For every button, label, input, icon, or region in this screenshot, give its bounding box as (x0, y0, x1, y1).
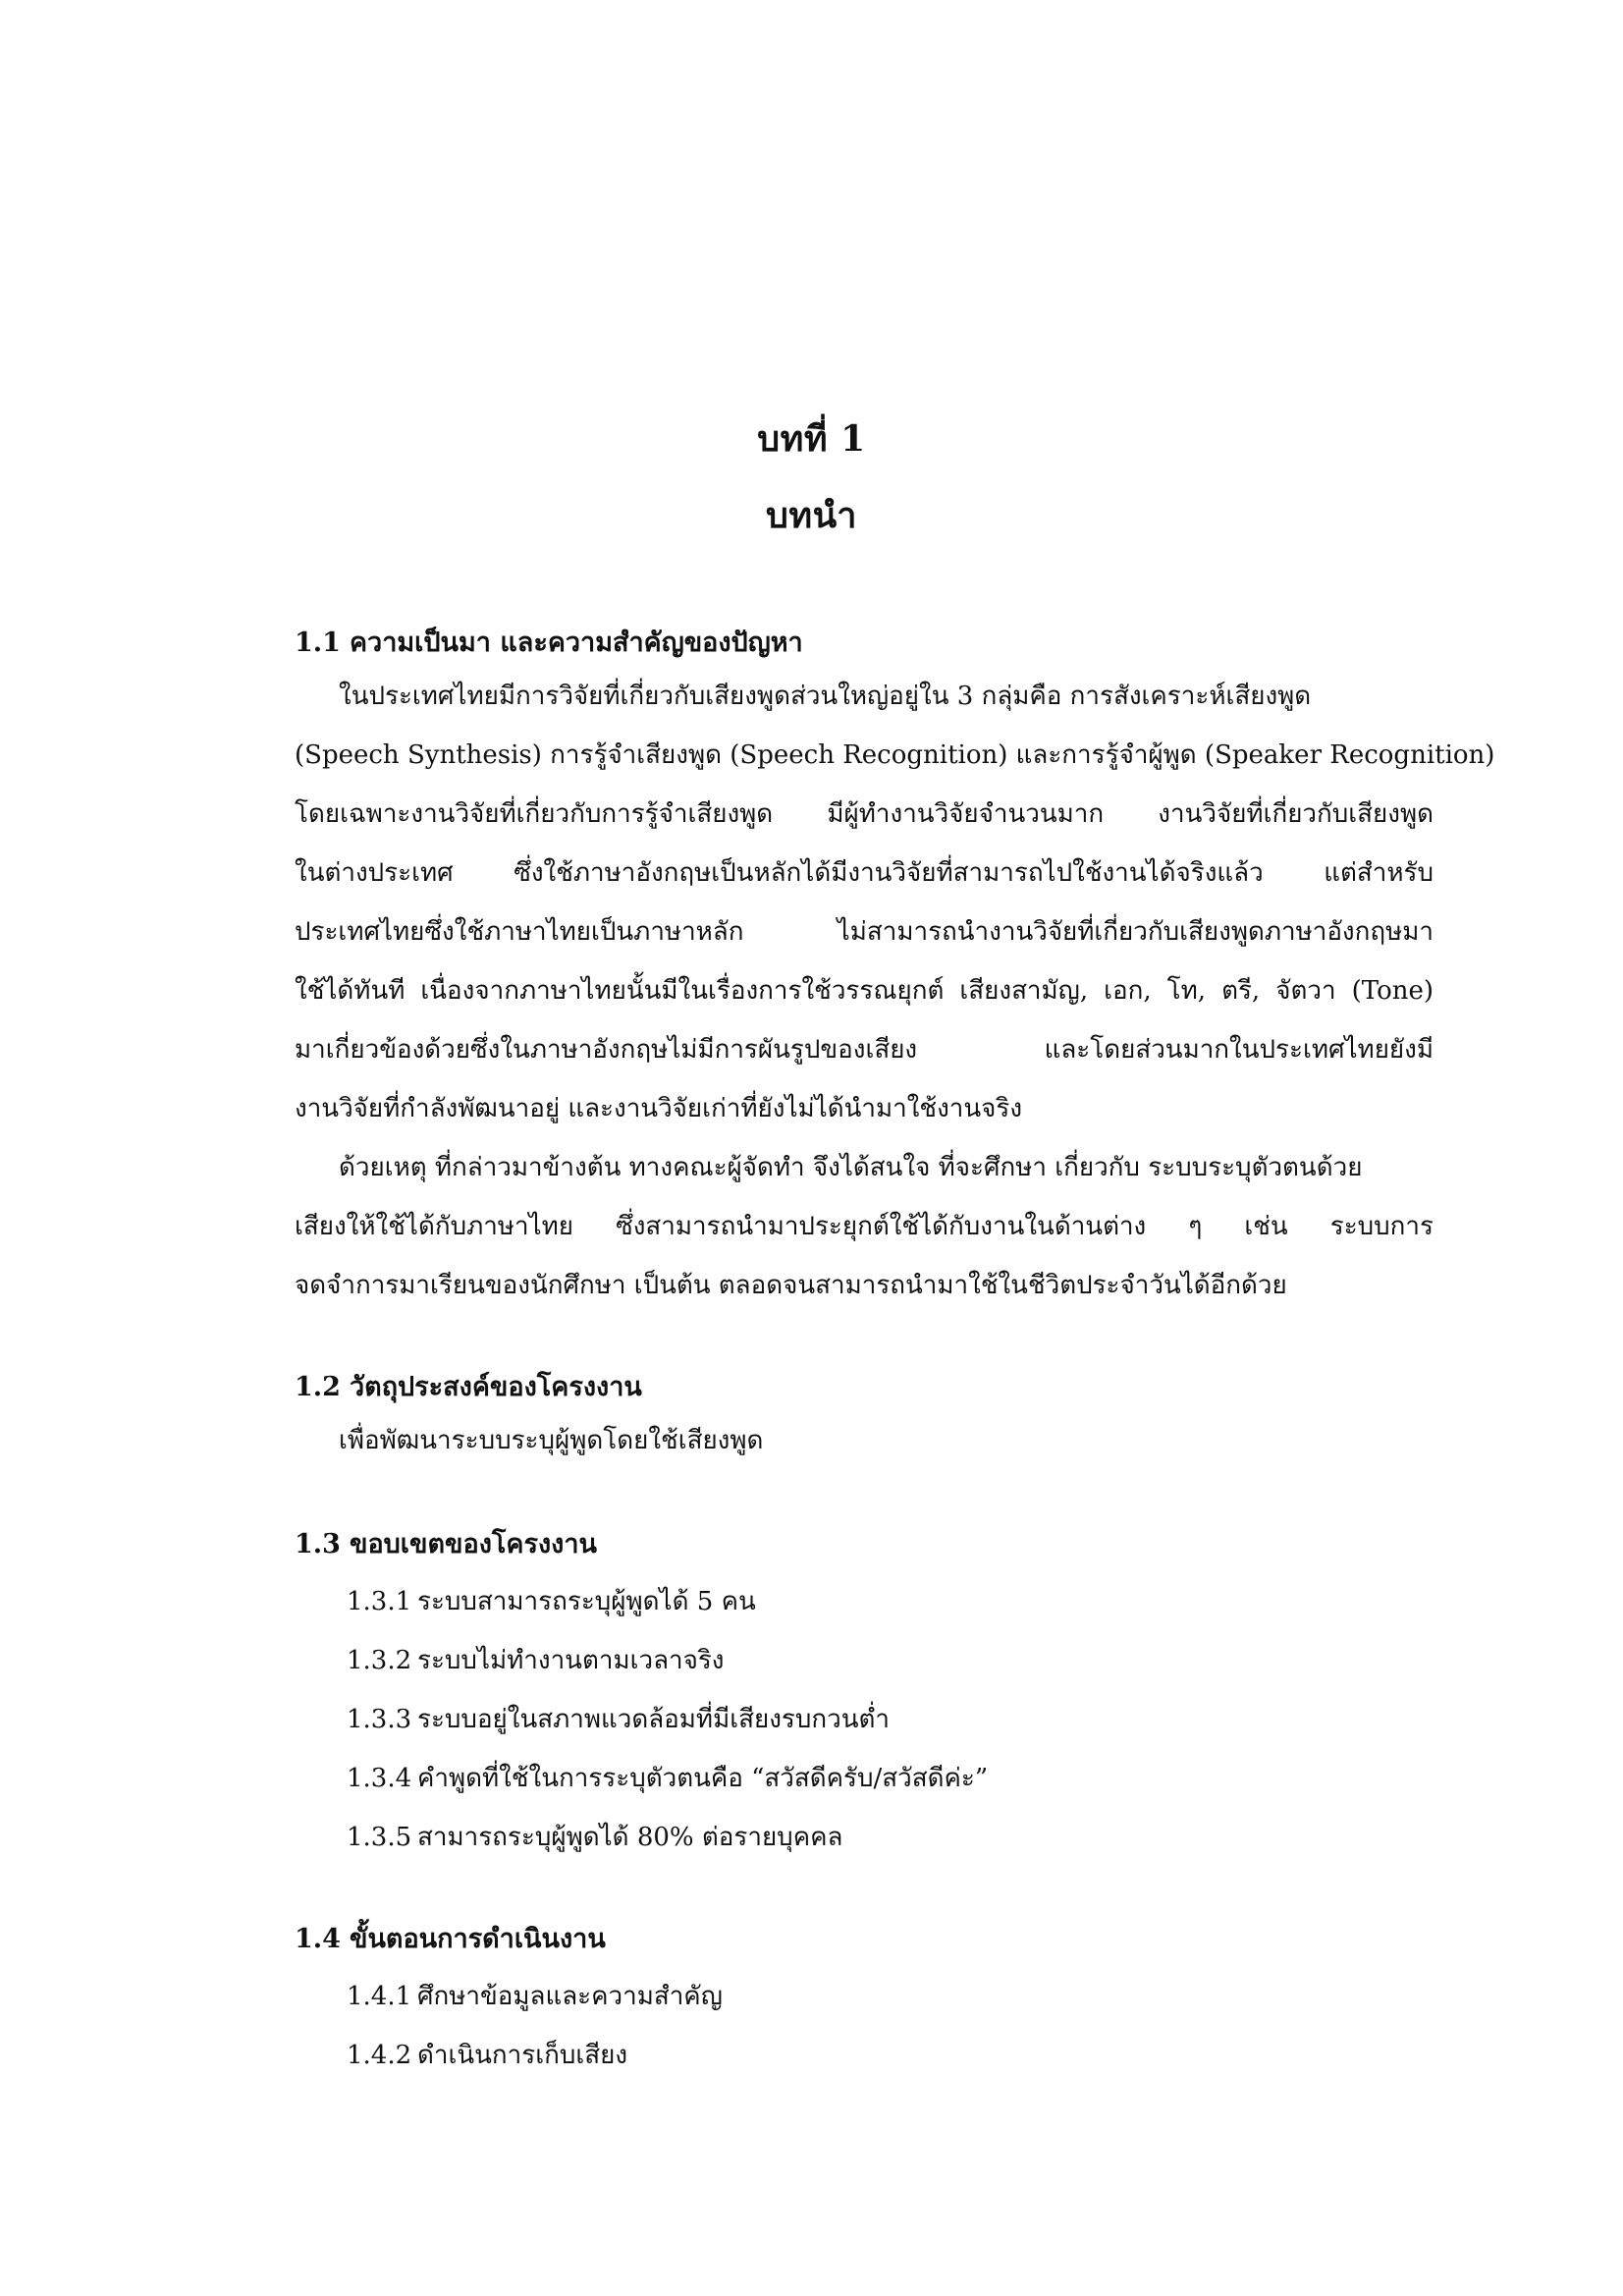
list-item-text: ระบบอยู่ในสภาพแวดล้อมที่มีเสียงรบกวนต่ำ (417, 1705, 890, 1734)
list-item-text: ศึกษาข้อมูลและความสำคัญ (417, 1982, 723, 2011)
paragraph-line: จดจำการมาเรียนของนักศึกษา เป็นต้น ตลอดจนสามารถนำมาใช้ในชีวิตประจำวันได้อีกด้วย (295, 1271, 1287, 1300)
paragraph-line: ประเทศไทยซึ่งใช้ภาษาไทยเป็นภาษาหลัก ไม่สามารถนำงานวิจัยที่เกี่ยวกับเสียงพูดภาษาอังกฤษมา (295, 917, 1434, 947)
list-item (347, 2035, 627, 2075)
list-item-number: 1.4.1 (347, 1982, 412, 2011)
paragraph-line: โดยเฉพาะงานวิจัยที่เกี่ยวกับการรู้จำเสียงพูด มีผู้ทำงานวิจัยจำนวนมาก งานวิจัยที่เกี่ยวกับเสียงพูด (295, 799, 1434, 829)
list-item-number: 1.4.2 (347, 2041, 412, 2070)
section-heading-1-1 (295, 621, 803, 663)
section-heading-1-2 (295, 1365, 642, 1407)
list-item-number: 1.3.5 (347, 1823, 412, 1852)
list-item (347, 1699, 890, 1739)
list-item-text: สามารถระบุผู้พูดได้ 80% ต่อรายบุคคล (417, 1823, 843, 1852)
list-item-text: ระบบสามารถระบุผู้พูดได้ 5 คน (417, 1587, 756, 1616)
list-item-text: ดำเนินการเก็บเสียง (417, 2041, 628, 2070)
paragraph-line: เพื่อพัฒนาระบบระบุผู้พูดโดยใช้เสียงพูด (339, 1426, 764, 1455)
section-heading-1-3 (295, 1522, 597, 1564)
section-title: ความเป็นมา และความสำคัญของปัญหา (350, 628, 803, 658)
section-title: ขอบเขตของโครงงาน (350, 1529, 597, 1559)
paragraph-line: งานวิจัยที่กำลังพัฒนาอยู่ และงานวิจัยเก่าที่ยังไม่ได้นำมาใช้งานจริง (295, 1094, 1023, 1123)
paragraph-line: ในต่างประเทศ ซึ่งใช้ภาษาอังกฤษเป็นหลักได้มีงานวิจัยที่สามารถไปใช้งานได้จริงแล้ว แต่สำหรับ (295, 858, 1434, 888)
list-item-number: 1.3.1 (347, 1587, 412, 1616)
list-item (347, 1640, 725, 1680)
chapter-number: บทที่ 1 (757, 418, 866, 460)
paragraph-line: ในประเทศไทยมีการวิจัยที่เกี่ยวกับเสียงพูดส่วนใหญ่อยู่ใน 3 กลุ่มคือ การสังเคราะห์เสียงพูด (339, 682, 1312, 711)
list-item-text: คำพูดที่ใช้ในการระบุตัวตนคือ “สวัสดีครับ/สวัสดีค่ะ” (417, 1764, 989, 1793)
section-number: 1.2 (295, 1372, 341, 1402)
section-number: 1.3 (295, 1529, 341, 1559)
section-number: 1.4 (295, 1924, 341, 1954)
paragraph-line: ใช้ได้ทันที เนื่องจากภาษาไทยนั้นมีในเรื่องการใช้วรรณยุกต์ เสียงสามัญ, เอก, โท, ตรี, จัตวา (Tone) (295, 976, 1434, 1006)
list-item (347, 1758, 988, 1798)
list-item (347, 1817, 842, 1857)
paragraph-line: มาเกี่ยวข้องด้วยซึ่งในภาษาอังกฤษไม่มีการผันรูปของเสียง และโดยส่วนมากในประเทศไทยยังมี (295, 1035, 1434, 1065)
list-item-text: ระบบไม่ทำงานตามเวลาจริง (417, 1646, 725, 1675)
list-item-number: 1.3.3 (347, 1705, 412, 1734)
paragraph-line: (Speech Synthesis) การรู้จำเสียงพูด (Speech Recognition) และการรู้จำผู้พูด (Speaker Recognition) (295, 740, 1495, 770)
list-item-number: 1.3.2 (347, 1646, 412, 1675)
section-number: 1.1 (295, 628, 341, 658)
list-item-number: 1.3.4 (347, 1764, 412, 1793)
paragraph-line: เสียงให้ใช้ได้กับภาษาไทย ซึ่งสามารถนำมาประยุกต์ใช้ได้กับงานในด้านต่าง ๆ เช่น ระบบการ (295, 1212, 1434, 1241)
list-item (347, 1976, 723, 2016)
chapter-title: บทนำ (766, 495, 857, 536)
section-heading-1-4 (295, 1917, 606, 1959)
section-title: ขั้นตอนการดำเนินงาน (350, 1924, 606, 1954)
paragraph-line: ด้วยเหตุ ที่กล่าวมาข้างต้น ทางคณะผู้จัดทำ จึงได้สนใจ ที่จะศึกษา เกี่ยวกับ ระบบระบุตัวตนด้วย (339, 1153, 1363, 1182)
section-title: วัตถุประสงค์ของโครงงาน (350, 1372, 642, 1402)
list-item (347, 1581, 756, 1621)
